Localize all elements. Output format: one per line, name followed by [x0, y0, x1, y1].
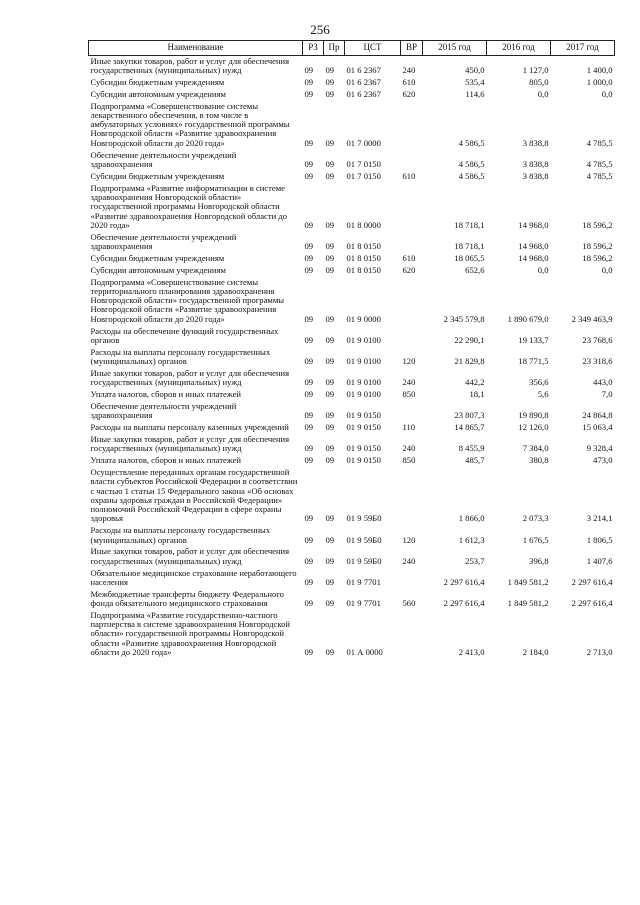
- row-value-2016: 380,8: [529, 455, 549, 466]
- row-value-2017: 1 000,0: [586, 76, 613, 87]
- row-name: Расходы на выплаты персоналу казенных учреждений: [90, 422, 289, 433]
- row-value-2016: 1 890 679,0: [507, 313, 549, 324]
- row-name: Иные закупки товаров, работ и услуг для обеспечения государственных (муниципальных) нужд: [90, 546, 290, 566]
- row-cst: 01 8 0000: [346, 219, 381, 230]
- row-rz: 09: [304, 313, 314, 324]
- row-pr: 09: [325, 158, 335, 169]
- row-name: Иные закупки товаров, работ и услуг для обеспечения государственных (муниципальных) нужд: [90, 367, 290, 388]
- row-rz: 09: [304, 264, 314, 275]
- row-rz: 09: [304, 356, 314, 366]
- row-vr: 610: [402, 252, 416, 263]
- row-rz: 09: [304, 513, 314, 524]
- row-name: Обеспечение деятельности учреждений здравоохранения: [90, 400, 237, 421]
- row-pr: 09: [325, 313, 335, 324]
- row-value-2017: 1 806,5: [586, 534, 613, 545]
- row-value-2015: 22 290,1: [454, 334, 485, 345]
- page-number: 256: [310, 22, 330, 37]
- row-value-2016: 1 127,0: [522, 65, 549, 75]
- row-cst: 01 9 59Б0: [346, 555, 382, 566]
- row-vr: 240: [402, 443, 416, 454]
- row-vr: 120: [402, 534, 416, 545]
- row-cst: 01 9 0150: [346, 443, 381, 454]
- row-vr: [401, 326, 423, 347]
- row-pr: 09: [325, 410, 335, 421]
- row-vr: 620: [402, 88, 416, 99]
- row-name: Обязательное медицинское страхование неработающего населения: [90, 567, 297, 587]
- row-vr: 610: [402, 170, 416, 181]
- row-vr: [401, 401, 423, 422]
- row-vr: [401, 610, 423, 659]
- table-row: [89, 232, 615, 253]
- row-value-2017: 2 713,0: [586, 647, 613, 657]
- row-vr: 240: [402, 377, 416, 388]
- header-2015: 2015 год: [423, 41, 487, 56]
- row-rz: 09: [304, 170, 314, 181]
- table-row: [89, 101, 615, 150]
- row-value-2017: 443,0: [593, 377, 613, 388]
- row-value-2017: 2 297 616,4: [571, 598, 613, 608]
- row-pr: 09: [325, 170, 335, 181]
- row-rz: 09: [304, 555, 314, 566]
- table-row: [89, 368, 615, 389]
- row-value-2016: 12 126,0: [518, 422, 549, 433]
- row-name: Подпрограмма «Развитие информатизации в системе здравоохранения Новгородской области» государственной программы Новгородской области «Развитие здравоохранения Новгородской области до 2020 года»: [90, 182, 288, 230]
- row-pr: 09: [325, 422, 335, 433]
- row-rz: 09: [304, 219, 314, 230]
- row-pr: 09: [325, 356, 335, 366]
- row-cst: 01 9 0100: [346, 389, 381, 400]
- table-row: [89, 253, 615, 265]
- row-rz: 09: [304, 598, 314, 608]
- row-value-2016: 396,8: [529, 555, 549, 566]
- row-vr: [401, 568, 423, 589]
- row-name: Расходы на обеспечение функций государственных органов: [90, 325, 279, 345]
- row-name: Уплата налогов, сборов и иных платежей: [90, 389, 242, 400]
- row-name: Осуществление переданных органам государственной власти субъектов Российской Федерации в соответствии с частью 1 статьи 15 Федерального закона «Об основах охраны здоровья граждан в Российской Федерации» полномочий Российской Федерации в сфере охраны здоровья: [90, 466, 298, 524]
- row-value-2016: 2 073,3: [522, 513, 549, 524]
- row-value-2017: 3 214,1: [586, 513, 613, 524]
- table-row: [89, 277, 615, 326]
- row-cst: 01 9 7701: [346, 576, 381, 587]
- row-vr: 120: [402, 356, 416, 366]
- row-pr: 09: [325, 377, 335, 388]
- table-row: [89, 150, 615, 171]
- table-row: [89, 589, 615, 610]
- row-cst: 01 9 59Б0: [346, 534, 382, 545]
- row-pr: 09: [325, 76, 335, 87]
- row-value-2015: 18 718,1: [454, 240, 485, 251]
- row-pr: 09: [325, 240, 335, 251]
- row-name: Обеспечение деятельности учреждений здравоохранения: [90, 231, 237, 251]
- row-name: Субсидии автономным учреждениям: [90, 264, 226, 275]
- row-value-2015: 23 807,3: [454, 410, 485, 421]
- row-value-2015: 18,1: [469, 389, 485, 400]
- row-pr: 09: [325, 88, 335, 99]
- row-rz: 09: [304, 240, 314, 251]
- row-name: Межбюджетные трансферты бюджету Федерального фонда обязательного медицинского страхования: [90, 588, 284, 608]
- table-row: [89, 89, 615, 101]
- row-pr: 09: [325, 264, 335, 275]
- row-name: Субсидии бюджетным учреждениям: [90, 252, 225, 263]
- row-value-2016: 2 184,0: [522, 647, 549, 657]
- row-value-2015: 4 586,5: [458, 158, 485, 169]
- row-name: Подпрограмма «Совершенствование системы территориального планирования здравоохранения Новгородской области» государственной программы Новгородской области «Развитие здравоохранения Новгородской области до 2020 года»: [90, 276, 285, 324]
- row-rz: 09: [304, 576, 314, 587]
- header-rz: РЗ: [303, 41, 324, 56]
- table-row: [89, 401, 615, 422]
- row-cst: 01 9 0000: [346, 313, 381, 324]
- header-vr: ВР: [401, 41, 423, 56]
- table-row: [89, 265, 615, 277]
- row-name: Подпрограмма «Совершенствование системы лекарственного обеспечения, в том числе в амбулаторных условиях» государственной программы Новгородской области «Развитие здравоохранения Новгородской области до 2020 года»: [90, 100, 290, 148]
- row-value-2015: 2 297 616,4: [443, 576, 485, 587]
- row-value-2016: 18 771,5: [518, 356, 549, 366]
- row-cst: 01 9 0100: [346, 334, 381, 345]
- row-value-2015: 14 865,7: [454, 422, 485, 433]
- row-vr: 610: [402, 76, 416, 87]
- row-value-2015: 114,6: [465, 88, 485, 99]
- row-value-2016: 1 676,5: [522, 534, 549, 545]
- row-cst: 01 9 0100: [346, 356, 381, 366]
- row-rz: 09: [304, 377, 314, 388]
- row-cst: 01 8 0150: [346, 264, 381, 275]
- row-value-2015: 535,4: [465, 76, 485, 87]
- row-value-2015: 1 612,3: [458, 534, 485, 545]
- header-name: Наименование: [89, 41, 303, 56]
- table-row: [89, 389, 615, 401]
- row-vr: 850: [402, 389, 416, 400]
- row-name: Иные закупки товаров, работ и услуг для обеспечения государственных (муниципальных) нужд: [90, 433, 290, 454]
- row-value-2017: 9 328,4: [586, 443, 613, 454]
- table-row: [89, 610, 615, 659]
- budget-table: [88, 40, 615, 659]
- row-value-2015: 2 413,0: [458, 647, 485, 657]
- row-value-2017: 15 063,4: [582, 422, 613, 433]
- row-value-2017: 24 864,8: [582, 410, 613, 421]
- table-row: [89, 422, 615, 434]
- row-value-2015: 18 065,5: [454, 252, 485, 263]
- row-cst: 01 9 59Б0: [346, 513, 382, 524]
- row-pr: 09: [325, 647, 335, 657]
- table-row: [89, 347, 615, 368]
- row-rz: 09: [304, 76, 314, 87]
- row-pr: 09: [325, 534, 335, 545]
- row-rz: 09: [304, 65, 314, 75]
- row-pr: 09: [325, 576, 335, 587]
- row-value-2015: 442,2: [465, 377, 485, 388]
- header-pr: Пр: [324, 41, 345, 56]
- row-rz: 09: [304, 422, 314, 433]
- table-row: [89, 326, 615, 347]
- row-name: Субсидии автономным учреждениям: [90, 88, 226, 99]
- row-rz: 09: [304, 443, 314, 454]
- row-value-2016: 1 849 581,2: [507, 576, 549, 587]
- table-row: [89, 171, 615, 183]
- row-cst: 01 7 0000: [346, 137, 381, 148]
- row-cst: 01 8 0150: [346, 240, 381, 251]
- header-2016: 2016 год: [487, 41, 551, 56]
- row-value-2017: 18 596,2: [582, 240, 613, 251]
- row-vr: [401, 232, 423, 253]
- row-pr: 09: [325, 137, 335, 148]
- row-cst: 01 6 2367: [346, 65, 381, 75]
- row-value-2016: 5,6: [537, 389, 549, 400]
- row-vr: [401, 277, 423, 326]
- row-name: Расходы на выплаты персоналу государственных (муниципальных) органов: [90, 346, 271, 366]
- header-2017: 2017 год: [551, 41, 615, 56]
- row-cst: 01 9 0150: [346, 455, 381, 466]
- row-name: Субсидии бюджетным учреждениям: [90, 76, 225, 87]
- table-row: [89, 467, 615, 525]
- row-rz: 09: [304, 534, 314, 545]
- row-vr: [401, 467, 423, 525]
- row-value-2016: 14 968,0: [518, 219, 549, 230]
- table-row: [89, 434, 615, 455]
- row-name: Расходы на выплаты персоналу государственных (муниципальных) органов: [90, 525, 271, 545]
- row-vr: 240: [402, 65, 416, 75]
- row-value-2015: 253,7: [465, 555, 485, 566]
- header-cst: ЦСТ: [345, 41, 401, 56]
- row-value-2015: 4 586,5: [458, 137, 485, 148]
- row-value-2016: 7 384,0: [522, 443, 549, 454]
- row-value-2017: 23 768,6: [582, 334, 613, 345]
- row-value-2015: 18 718,1: [454, 219, 485, 230]
- row-rz: 09: [304, 647, 314, 657]
- row-value-2015: 2 297 616,4: [443, 598, 485, 608]
- row-value-2016: 1 849 581,2: [507, 598, 549, 608]
- row-rz: 09: [304, 88, 314, 99]
- row-value-2017: 0,0: [601, 264, 613, 275]
- row-vr: 850: [402, 455, 416, 466]
- row-vr: [401, 183, 423, 232]
- row-value-2015: 2 345 579,8: [443, 313, 485, 324]
- table-header-row: [89, 41, 615, 56]
- row-cst: 01 6 2367: [346, 88, 381, 99]
- row-value-2017: 0,0: [601, 88, 613, 99]
- table-row: [89, 183, 615, 232]
- row-value-2017: 1 407,6: [586, 555, 613, 566]
- row-pr: 09: [325, 555, 335, 566]
- row-cst: 01 9 0150: [346, 410, 381, 421]
- row-value-2017: 7,0: [601, 389, 613, 400]
- row-value-2016: 0,0: [537, 264, 549, 275]
- row-value-2016: 19 133,7: [518, 334, 549, 345]
- table-row: [89, 546, 615, 567]
- row-vr: [401, 101, 423, 150]
- table-row: [89, 77, 615, 89]
- row-value-2015: 450,0: [465, 65, 485, 75]
- row-pr: 09: [325, 219, 335, 230]
- row-name: Обеспечение деятельности учреждений здравоохранения: [90, 149, 237, 169]
- row-value-2016: 14 968,0: [518, 252, 549, 263]
- row-vr: 560: [402, 598, 416, 608]
- row-value-2015: 21 829,8: [454, 356, 485, 366]
- row-value-2015: 1 866,0: [458, 513, 485, 524]
- row-rz: 09: [304, 252, 314, 263]
- row-cst: 01 9 0100: [346, 377, 381, 388]
- row-value-2015: 652,6: [465, 264, 485, 275]
- row-value-2016: 805,0: [529, 76, 549, 87]
- row-cst: 01 9 0150: [346, 422, 381, 433]
- row-value-2015: 8 455,9: [458, 443, 485, 454]
- table-body: [89, 55, 615, 659]
- row-pr: 09: [325, 443, 335, 454]
- row-pr: 09: [325, 513, 335, 524]
- table-row: [89, 568, 615, 589]
- row-value-2015: 4 586,5: [458, 170, 485, 181]
- row-value-2017: 1 400,0: [586, 65, 613, 75]
- row-value-2017: 4 785,5: [586, 137, 613, 148]
- row-rz: 09: [304, 389, 314, 400]
- row-value-2017: 4 785,5: [586, 158, 613, 169]
- row-value-2017: 23 318,6: [582, 356, 613, 366]
- row-name: Уплата налогов, сборов и иных платежей: [90, 455, 242, 466]
- row-cst: 01 8 0150: [346, 252, 381, 263]
- row-value-2017: 18 596,2: [582, 252, 613, 263]
- row-pr: 09: [325, 65, 335, 75]
- row-value-2017: 18 596,2: [582, 219, 613, 230]
- row-pr: 09: [325, 598, 335, 608]
- row-vr: 110: [402, 422, 416, 433]
- row-value-2016: 14 968,0: [518, 240, 549, 251]
- row-vr: [401, 150, 423, 171]
- row-name: Подпрограмма «Развитие государственно-частного партнерства в системе здравоохранения Новгородской области» государственной программы Новгородской области «Развитие здравоохранения Новгородской области до 2020 года»: [90, 609, 291, 657]
- row-rz: 09: [304, 455, 314, 466]
- row-name: Иные закупки товаров, работ и услуг для обеспечения государственных (муниципальных) нужд: [90, 55, 290, 75]
- row-vr: 240: [402, 555, 416, 566]
- row-rz: 09: [304, 410, 314, 421]
- row-vr: 620: [402, 264, 416, 275]
- row-cst: 01 6 2367: [346, 76, 381, 87]
- row-cst: 01 9 7701: [346, 598, 381, 608]
- row-value-2017: 2 349 463,9: [571, 313, 613, 324]
- row-value-2016: 19 890,8: [518, 410, 549, 421]
- row-value-2017: 2 297 616,4: [571, 576, 613, 587]
- row-value-2017: 473,0: [593, 455, 613, 466]
- row-pr: 09: [325, 252, 335, 263]
- row-name: Субсидии бюджетным учреждениям: [90, 170, 225, 181]
- table-row: [89, 55, 615, 77]
- row-value-2016: 3 838,8: [522, 170, 549, 181]
- row-value-2016: 356,6: [529, 377, 549, 388]
- row-cst: 01 7 0150: [346, 170, 381, 181]
- row-cst: 01 7 0150: [346, 158, 381, 169]
- row-value-2015: 485,7: [465, 455, 485, 466]
- table-row: [89, 455, 615, 467]
- row-pr: 09: [325, 389, 335, 400]
- row-pr: 09: [325, 334, 335, 345]
- row-pr: 09: [325, 455, 335, 466]
- row-cst: 01 А 0000: [346, 647, 383, 657]
- row-rz: 09: [304, 137, 314, 148]
- row-value-2016: 3 838,8: [522, 158, 549, 169]
- row-rz: 09: [304, 334, 314, 345]
- row-value-2016: 0,0: [537, 88, 549, 99]
- row-value-2017: 4 785,5: [586, 170, 613, 181]
- row-value-2016: 3 838,8: [522, 137, 549, 148]
- row-rz: 09: [304, 158, 314, 169]
- table-row: [89, 525, 615, 546]
